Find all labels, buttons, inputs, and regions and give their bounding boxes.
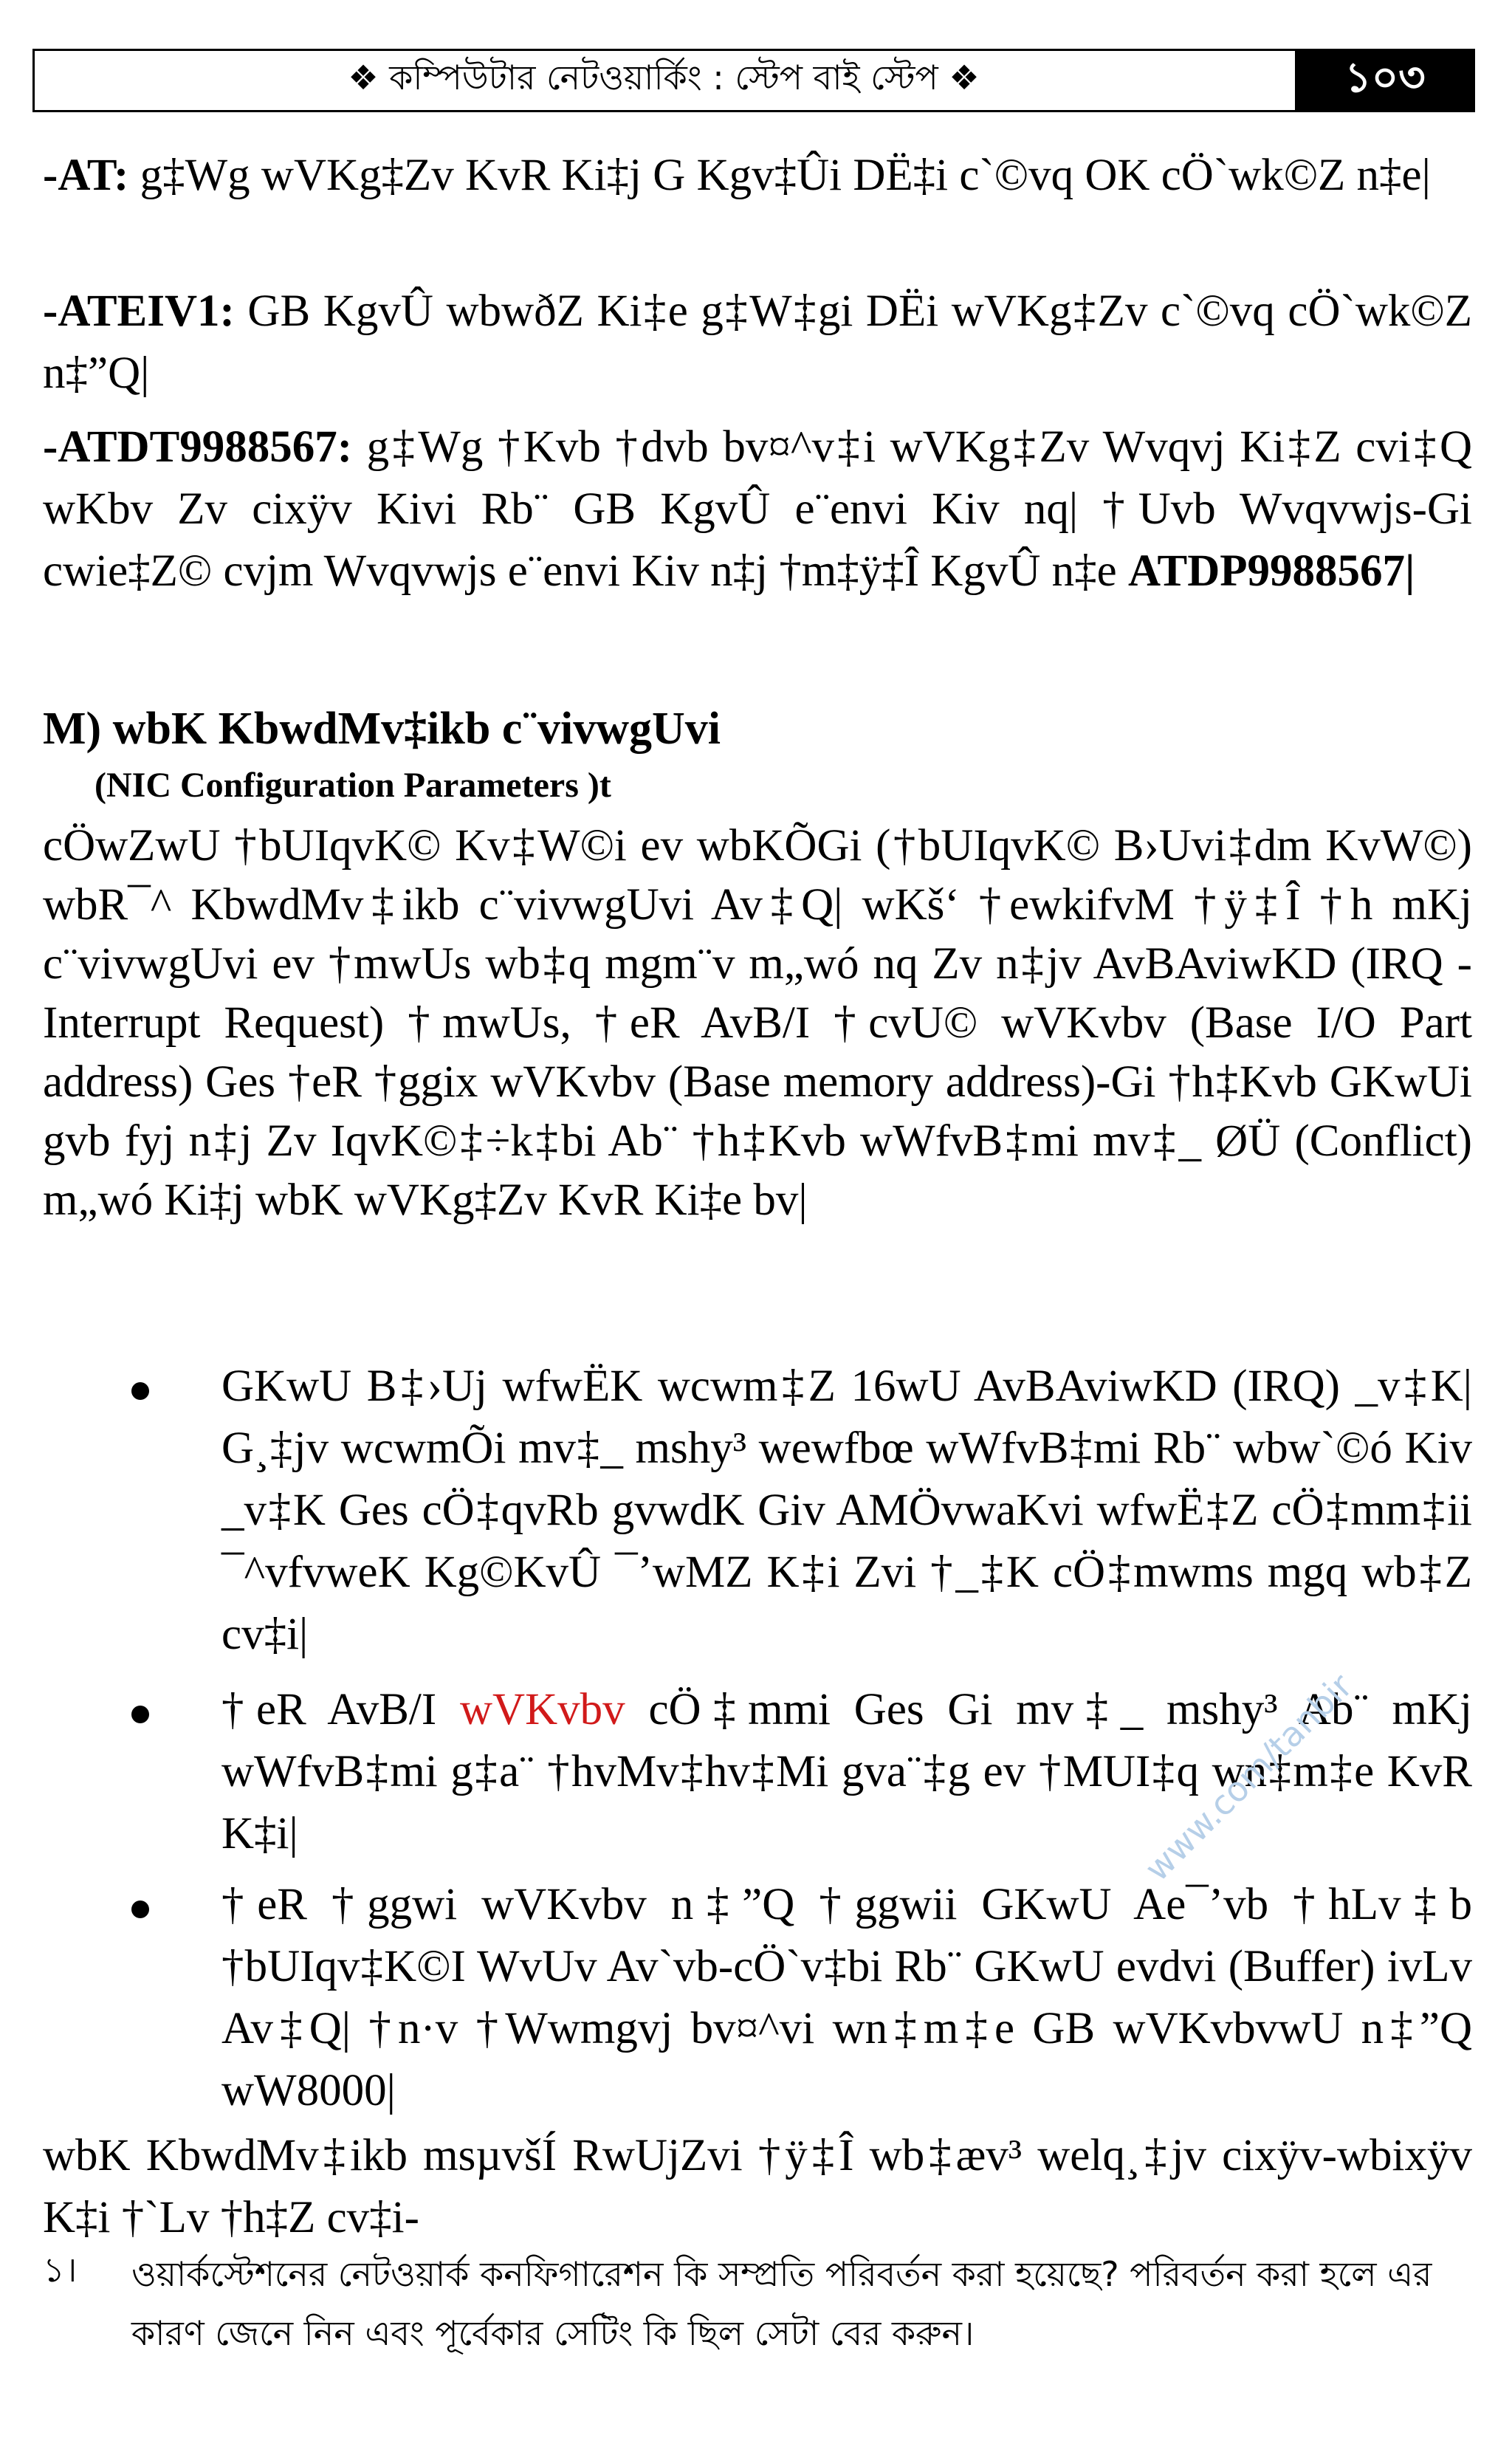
command-suffix: ATDP9988567| xyxy=(1128,546,1415,596)
intro-paragraph: cÖwZwU †bUIqvK© Kv‡W©i ev wbKÕGi (†bUIqvK© B›Uvi‡dm KvW©) wbR¯^ KbwdMv‡ikb c¨vivwgUvi Av‡Q| wKš‘ †ewkifvM †ÿ‡Î †h mKj c¨vivwgUvi ev †mwUs wb‡q mgm¨v m„wó nq Zv n‡jv AvBAviwKD (IRQ - Interrupt Request) †mwUs, †eR AvB/I †cvU© wVKvbv (Base I/O Part address) Ges †eR †ggix wVKvbv (Base memory address)-Gi †h‡Kvb GKwUi gvb fyj n‡j Zv IqvK©‡÷k‡bi Ab¨ †h‡Kvb wWfvB‡mi mv‡_ ØÜ (Conflict) m„wó Ki‡j wbK wVKg‡Zv KvR Ki‡e bv| xyxy=(43,821,1472,1225)
command-code: -AT: xyxy=(43,151,129,200)
command-atdt xyxy=(43,416,1472,602)
section-heading: M) wbK KbwdMv‡ikb c¨vivwgUvi xyxy=(43,704,721,754)
bullet-dot xyxy=(131,1382,149,1400)
section-subheading: (NIC Configuration Parameters )t xyxy=(94,766,611,805)
bullet-dot xyxy=(131,1901,149,1918)
bullet-dot xyxy=(131,1706,149,1723)
command-description: GB KgvÛ wbwðZ Ki‡e g‡W‡gi DËi wVKg‡Zv c`©vq cÖ`wk©Z n‡”Q| xyxy=(43,286,1472,398)
highlighted-word: wVKvbv xyxy=(459,1685,625,1734)
command-code: -ATEIV1: xyxy=(43,286,235,336)
bullet-irq: GKwU B‡›Uj wfwËK wcwm‡Z 16wU AvBAviwKD (IRQ) _v‡K| G¸‡jv wcwmÕi mv‡_ mshy³ wewfbœ wWfvB‡mi Rb¨ wbw`©ó Kiv _v‡K Ges cÖ‡qvRb gvwdK Giv AMÖvwaKvi wfwË‡Z cÖ‡mm‡ii ¯^vfvweK Kg©KvÛ ¯’wMZ K‡i Zvi †_‡K cÖ‡mwms mgq wb‡Z cv‡i| xyxy=(221,1362,1472,1659)
page-number: ১০৩ xyxy=(1295,49,1475,112)
command-description: g‡Wg wVKg‡Zv KvR Ki‡j G Kgv‡Ûi DË‡i c`©vq OK cÖ`wk©Z n‡e| xyxy=(128,151,1431,200)
command-code: -ATDT9988567: xyxy=(43,422,353,472)
note-number: ১। xyxy=(43,2250,78,2290)
command-at xyxy=(43,145,1472,207)
command-description: g‡Wg †Kvb †dvb bv¤^v‡i wVKg‡Zv Wvqvj Ki‡Z cvi‡Q wKbv Zv cixÿv Kivi Rb¨ GB KgvÛ e¨envi Kiv nq| †Uvb Wvqvwjs-Gi cwie‡Z© cvjm Wvqvwjs e¨envi Kiv n‡j †m‡ÿ‡Î KgvÛ n‡e xyxy=(43,422,1472,596)
watermark: www.com/tanbir xyxy=(1137,1666,1361,1889)
note-text: ওয়ার্কস্টেশনের নেটওয়ার্ক কনফিগারেশন কি সম্প্রতি পরিবর্তন করা হয়েছে? পরিবর্তন করা হলে এর কারণ জেনে নিন এবং পূর্বেকার সেটিং কি ছিল সেটা বের করুন। xyxy=(131,2254,1432,2353)
bullet-text-end: cÖ‡mmi Ges Gi mv‡_ mshy³ Ab¨ mKj wWfvB‡mi g‡a¨ †hvMv‡hv‡Mi gva¨‡g ev †MUI‡q wn‡m‡e KvR K‡i| xyxy=(221,1685,1472,1858)
bullet-base-io xyxy=(221,1679,1472,1865)
command-ateiv1 xyxy=(43,281,1472,405)
bullet-text-start: †eR AvB/I xyxy=(221,1685,460,1734)
closing-paragraph: wbK KbwdMv‡ikb msµvšÍ RwUjZvi †ÿ‡Î wb‡æv³ welq¸‡jv cixÿv-wbixÿv K‡i †`Lv †h‡Z cv‡i- xyxy=(43,2131,1472,2242)
running-header-title: ❖ কম্পিউটার নেটওয়ার্কিং : স্টেপ বাই স্টেপ ❖ xyxy=(348,58,980,97)
bullet-base-memory: †eR †ggwi wVKvbv n‡”Q †ggwii GKwU Ae¯’vb †hLv‡b †bUIqv‡K©I WvUv Av`vb-cÖ`v‡bi Rb¨ GKwU evdvi (Buffer) ivLv Av‡Q| †n·v †Wwmgvj bv¤^vi wn‡m‡e GB wVKvbvwU n‡”Q wW8000| xyxy=(221,1880,1472,2115)
